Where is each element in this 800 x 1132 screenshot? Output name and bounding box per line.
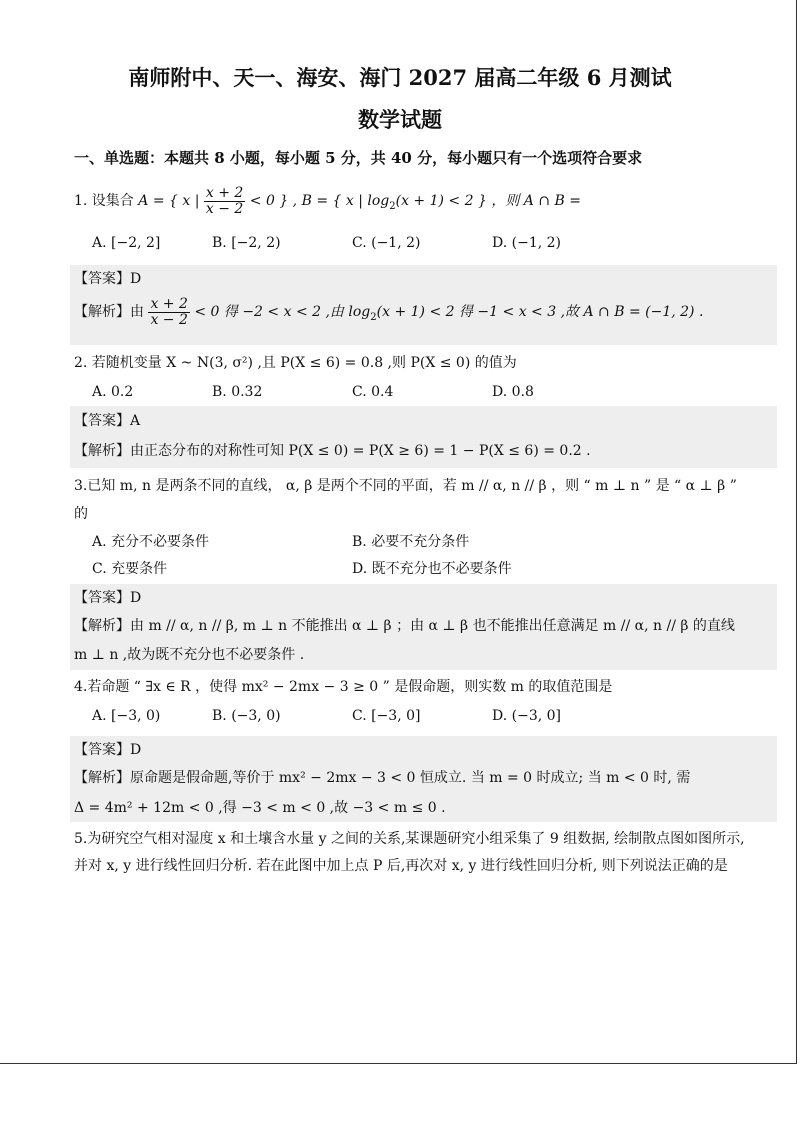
q2-analysis: 【解析】由正态分布的对称性可知 P(X ≤ 0) = P(X ≥ 6) = 1 − P(X ≤ 6) = 0.2 . (74, 443, 591, 459)
q4-option-d[interactable]: D. (−3, 0] (492, 708, 561, 724)
q1-frac-den: x − 2 (205, 200, 244, 217)
q1-analysis-rest1: < 0 得 −2 < x < 2 ,由 log (194, 304, 371, 321)
q1-option-d[interactable]: D. (−1, 2) (492, 235, 561, 251)
q1-analysis-prefix: 【解析】由 (74, 304, 144, 321)
q2-option-a[interactable]: A. 0.2 (92, 384, 134, 400)
q1-log-base: 2 (389, 200, 396, 212)
q3-option-a[interactable]: A. 充分不必要条件 (92, 534, 210, 550)
q1-ask: ，则 A ∩ B = (491, 193, 581, 210)
question-5-line2: 并对 x, y 进行线性回归分析. 若在此图中加上点 P 后,再次对 x, y 进行线性回归分析, 则下列说法正确的是 (74, 858, 728, 874)
q1-analysis-log-base: 2 (370, 311, 377, 323)
q1-prefix: 1. 设集合 (74, 193, 134, 210)
q4-option-a[interactable]: A. [−3, 0) (92, 708, 161, 724)
q2-option-b[interactable]: B. 0.32 (212, 384, 263, 400)
q4-option-c[interactable]: C. [−3, 0] (352, 708, 421, 724)
q1-setB-tail: (x + 1) < 2 } (395, 193, 487, 210)
q3-option-d[interactable]: D. 既不充分也不必要条件 (352, 561, 512, 577)
q4-analysis-line2: Δ = 4m² + 12m < 0 ,得 −3 < m < 0 ,故 −3 < m ≤ 0 . (74, 800, 446, 816)
section-heading: 一、单选题：本题共 8 小题，每小题 5 分，共 40 分，每小题只有一个选项符合要求 (74, 149, 643, 167)
page-title: 南师附中、天一、海安、海门 2027 届高二年级 6 月测试 (128, 65, 672, 90)
q1-option-b[interactable]: B. [−2, 2) (212, 235, 281, 251)
q3-analysis-line2: m ⊥ n ,故为既不充分也不必要条件 . (74, 647, 305, 663)
q2-option-c[interactable]: C. 0.4 (352, 384, 394, 400)
q3-analysis-line1: 【解析】由 m // α, n // β, m ⊥ n 不能推出 α ⊥ β ；由 α ⊥ β 也不能推出任意满足 m // α, n // β 的直线 (74, 618, 735, 634)
question-2: 2. 若随机变量 X ~ N(3, σ²) ,且 P(X ≤ 6) = 0.8 ,则 P(X ≤ 0) 的值为 (74, 355, 517, 371)
q1-option-a[interactable]: A. [−2, 2] (92, 235, 161, 251)
q1-analysis (74, 297, 703, 327)
q2-option-d[interactable]: D. 0.8 (492, 384, 534, 400)
q4-option-b[interactable]: B. (−3, 0) (212, 708, 281, 724)
q1-frac-num: x + 2 (205, 185, 244, 201)
question-5-line1: 5.为研究空气相对湿度 x 和土壤含水量 y 之间的关系,某课题研究小组采集了 9 组数据, 绘制散点图如图所示, (74, 831, 745, 847)
q2-answer: 【答案】A (74, 413, 141, 429)
q1-analysis-rest2: (x + 1) < 2 得 −1 < x < 3 ,故 A ∩ B = (−1, 2) . (376, 304, 704, 321)
q4-answer: 【答案】D (74, 742, 142, 758)
q1-analysis-frac-num: x + 2 (150, 296, 188, 312)
q1-answer: 【答案】D (74, 271, 142, 287)
question-3-line1: 3.已知 m, n 是两条不同的直线， α, β 是两个不同的平面，若 m // α, n // β ，则 “ m ⊥ n ” 是 “ α ⊥ β ” (74, 478, 737, 494)
q1-analysis-fraction (148, 297, 189, 327)
question-3-line2: 的 (74, 506, 88, 522)
q3-option-c[interactable]: C. 充要条件 (92, 561, 168, 577)
page-subtitle: 数学试题 (358, 107, 442, 132)
q1-setA: A = { x | (138, 193, 200, 210)
q1-analysis-frac-den: x − 2 (150, 311, 188, 328)
q3-option-b[interactable]: B. 必要不充分条件 (352, 534, 470, 550)
q1-option-c[interactable]: C. (−1, 2) (352, 235, 421, 251)
q1-fraction (204, 186, 245, 216)
q1-setA-tail: < 0 } , B = { x | log (249, 193, 390, 210)
question-4: 4.若命题 “ ∃x ∈ R ，使得 mx² − 2mx − 3 ≥ 0 ” 是假命题，则实数 m 的取值范围是 (74, 679, 613, 695)
q3-answer: 【答案】D (74, 590, 142, 606)
q4-analysis-line1: 【解析】原命题是假命题,等价于 mx² − 2mx − 3 < 0 恒成立. 当 m = 0 时成立; 当 m < 0 时, 需 (74, 770, 691, 786)
question-1 (74, 186, 581, 216)
